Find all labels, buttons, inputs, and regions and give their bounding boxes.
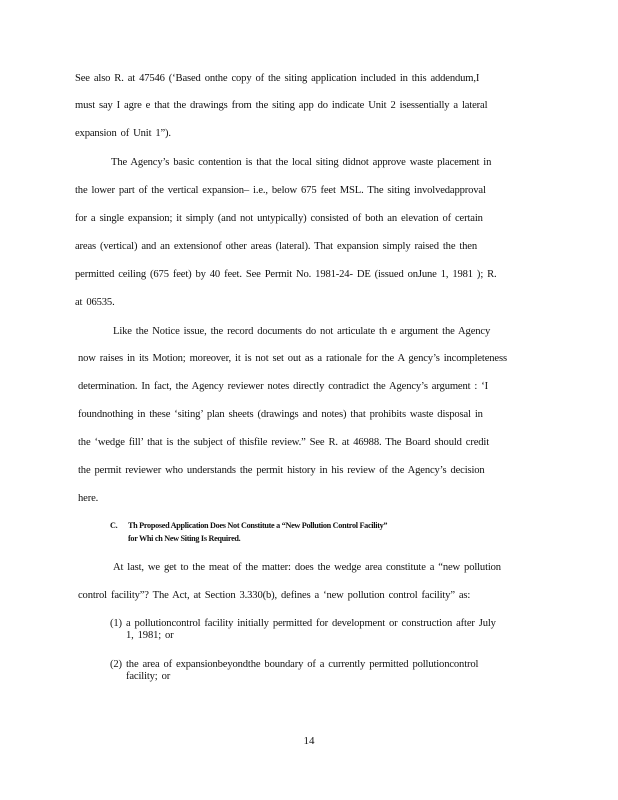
- text-line: The Agency’s basic contention is that the local siting didnot approve waste placement in: [111, 157, 492, 168]
- list-item-text: a pollutioncontrol facility initially permitted for development or construction after July: [126, 618, 496, 629]
- text-line: the ‘wedge fill’ that is the subject of thisfile review.” See R. at 46988. The Board should credit: [78, 437, 489, 448]
- text-line: expansion of Unit 1”).: [75, 128, 171, 139]
- text-line: the permit reviewer who understands the permit history in his review of the Agency’s decision: [78, 465, 485, 476]
- text-line: now raises in its Motion; moreover, it is not set out as a rationale for the A gency’s incompleteness: [78, 353, 507, 364]
- text-line: here.: [78, 493, 99, 504]
- text-line: the lower part of the vertical expansion– i.e., below 675 feet MSL. The siting involvedapproval: [75, 185, 486, 196]
- text-line: Like the Notice issue, the record documents do not articulate th e argument the Agency: [113, 326, 491, 337]
- text-line: determination. In fact, the Agency reviewer notes directly contradict the Agency’s argument : ‘I: [78, 381, 488, 392]
- text-line: for a single expansion; it simply (and not untypically) consisted of both an elevation of certain: [75, 213, 483, 224]
- text-line: at 06535.: [75, 297, 115, 308]
- list-item-text: facility; or: [126, 671, 171, 682]
- text-line: foundnothing in these ‘siting’ plan sheets (drawings and notes) that prohibits waste disposal in: [78, 409, 483, 420]
- section-heading-label: C.: [110, 521, 118, 530]
- text-line: areas (vertical) and an extensionof other areas (lateral). That expansion simply raised the then: [75, 241, 478, 252]
- page-number: 14: [303, 735, 315, 747]
- list-item-number: (2): [110, 659, 122, 670]
- section-heading: for Whi ch New Siting Is Required.: [128, 534, 241, 543]
- section-heading: Th Proposed Application Does Not Constitute a “New Pollution Control Facility”: [128, 521, 388, 530]
- list-item-text: the area of expansionbeyondthe boundary of a currently permitted pollutioncontrol: [126, 659, 479, 670]
- list-item-number: (1): [110, 618, 122, 629]
- text-line: At last, we get to the meat of the matter: does the wedge area constitute a “new pollution: [113, 562, 501, 573]
- text-line: permitted ceiling (675 feet) by 40 feet. See Permit No. 1981-24- DE (issued onJune 1, 1981 ); R.: [75, 269, 497, 280]
- list-item-text: 1, 1981; or: [126, 630, 174, 641]
- text-line: must say I agre e that the drawings from the siting app do indicate Unit 2 isessentially a lateral: [75, 100, 488, 111]
- text-line: See also R. at 47546 (‘Based onthe copy of the siting application included in this addendum,I: [75, 73, 480, 84]
- text-line: control facility”? The Act, at Section 3.330(b), defines a ‘new pollution control facility” as:: [78, 590, 471, 601]
